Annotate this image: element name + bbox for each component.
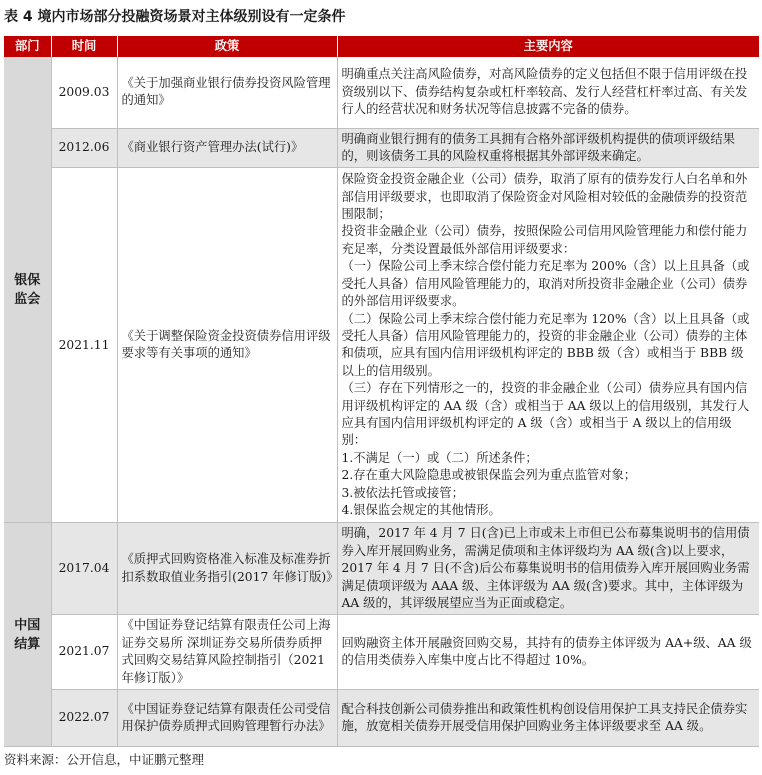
dept-cell: 银保监会	[4, 57, 51, 523]
table-row	[4, 689, 759, 746]
policy-cell: 《关于调整保险资金投资债券信用评级要求等有关事项的通知》	[117, 168, 337, 523]
content-cell: 明确，2017 年 4 月 7 日(含)已上市或未上市但已公布募集说明书的信用债券入库开展回购业务，需满足债项和主体评级均为 AA 级(含)以上要求，2017 年 4 月 7 日(不含)后公布募集说明书的信用债券入库开展回购业务需满足债项评级为 AAA 级、主体评级为 AA 级(含)要求。其中，主体评级为 AA 级的，其评级展望应当为正面或稳定。	[337, 523, 759, 615]
header-row	[4, 36, 759, 57]
policy-cell: 《中国证券登记结算有限责任公司受信用保护债券质押式回购管理暂行办法》	[117, 689, 337, 746]
dept-cell: 中国结算	[4, 523, 51, 747]
header-dept: 部门	[4, 36, 51, 57]
header-policy: 政策	[117, 36, 337, 57]
table-title: 表 4 境内市场部分投融资场景对主体级别设有一定条件	[4, 9, 346, 25]
time-cell: 2021.11	[51, 168, 117, 523]
policy-cell: 《质押式回购资格准入标准及标准券折扣系数取值业务指引(2017 年修订版)》	[117, 523, 337, 615]
table-row	[4, 523, 759, 615]
content-cell: 明确重点关注高风险债券，对高风险债券的定义包括但不限于信用评级在投资级别以下、债券结构复杂或杠杆率较高、发行人经营杠杆率过高、有关发行人的经营状况和财务状况等信息披露不完备的债券。	[337, 57, 759, 128]
content-cell: 配合科技创新公司债券推出和政策性机构创设信用保护工具支持民企债券实施，放宽相关债券开展受信用保护回购业务主体评级要求至 AA 级。	[337, 689, 759, 746]
time-cell: 2022.07	[51, 689, 117, 746]
time-cell: 2017.04	[51, 523, 117, 615]
policy-cell: 《关于加强商业银行债券投资风险管理的通知》	[117, 57, 337, 128]
table-row	[4, 615, 759, 690]
content-cell: 保险资金投资金融企业（公司）债券，取消了原有的债券发行人白名单和外部信用评级要求，也即取消了保险资金对风险相对较低的金融债券的投资范围限制； 投资非金融企业（公司）债券，按照保险公司信用风险管理能力和偿付能力充足率，分类设置最低外部信用评级要求： （一）保险公司上季末综合偿付能力充足率为 200%（含）以上且具备（或受托人具备）信用风险管理能力的，取消对所投资非金融企业（公司）债券的外部信用评级要求。 （二）保险公司上季末综合偿付能力充足率为 120%（含）以上且具备（或受托人具备）信用风险管理能力的，投资的非金融企业（公司）债券的主体和债项，应具有国内信用评级机构评定的 BBB 级（含）或相当于 BBB 级以上的信用级别。 （三）存在下列情形之一的，投资的非金融企业（公司）债券应具有国内信用评级机构评定的 AA 级（含）或相当于 AA 级以上的信用级别，其发行人应具有国内信用评级机构评定的 A 级（含）或相当于 A 级以上的信用级别： 1.不满足（一）或（二）所述条件； 2.存在重大风险隐患或被银保监会列为重点监管对象； 3.被依法托管或接管； 4.银保监会规定的其他情形。	[337, 168, 759, 523]
source-note: 资料来源：公开信息，中证鹏元整理	[4, 752, 205, 767]
time-cell: 2021.07	[51, 615, 117, 690]
header-content: 主要内容	[337, 36, 759, 57]
header-time: 时间	[51, 36, 117, 57]
policy-cell: 《中国证券登记结算有限责任公司上海证券交易所 深圳证券交易所债券质押式回购交易结算风险控制指引（2021 年修订版）》	[117, 615, 337, 690]
policy-cell: 《商业银行资产管理办法(试行)》	[117, 128, 337, 168]
content-cell: 明确商业银行拥有的债务工具拥有合格外部评级机构提供的债项评级结果的，则该债务工具的风险权重将根据其外部评级来确定。	[337, 128, 759, 168]
table-row	[4, 57, 759, 128]
time-cell: 2009.03	[51, 57, 117, 128]
table-row	[4, 128, 759, 168]
policy-table	[4, 36, 759, 747]
content-cell: 回购融资主体开展融资回购交易，其持有的债券主体评级为 AA+级、AA 级的信用类债券入库集中度占比不得超过 10%。	[337, 615, 759, 690]
table-row	[4, 168, 759, 523]
time-cell: 2012.06	[51, 128, 117, 168]
